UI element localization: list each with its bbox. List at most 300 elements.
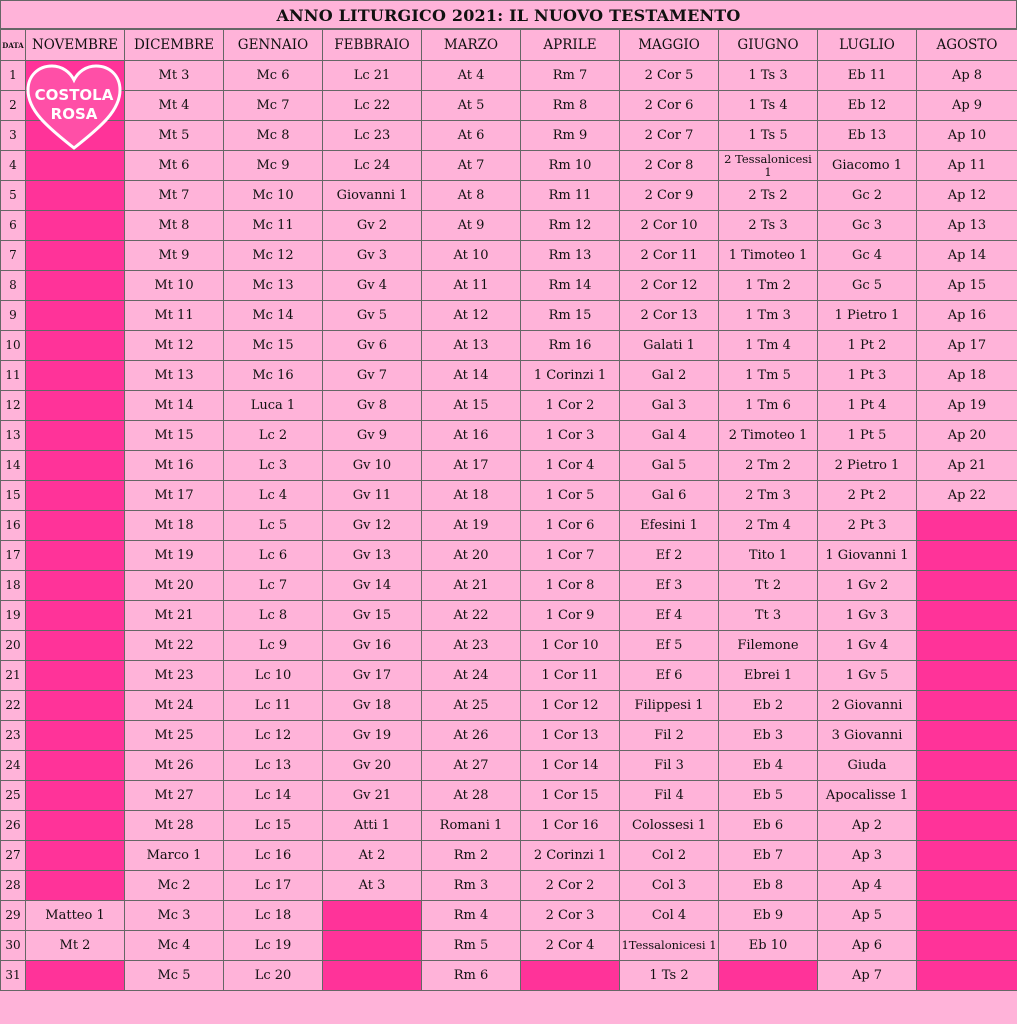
reading-cell: Col 3 [620,871,719,901]
month-header-dicembre: DICEMBRE [125,30,224,61]
reading-cell: At 21 [422,571,521,601]
reading-cell: 1 Corinzi 1 [521,361,620,391]
empty-cell [26,571,125,601]
reading-cell: Gv 20 [323,751,422,781]
day-number: 3 [1,121,26,151]
reading-cell: Lc 3 [224,451,323,481]
empty-cell [26,961,125,991]
reading-cell: 2 Tm 2 [719,451,818,481]
reading-cell: Eb 12 [818,91,917,121]
empty-cell [917,781,1017,811]
day-number: 15 [1,481,26,511]
reading-cell: Mc 8 [224,121,323,151]
reading-cell: Ap 20 [917,421,1017,451]
month-header-novembre: NOVEMBRE [26,30,125,61]
reading-cell: Gv 4 [323,271,422,301]
reading-cell: At 11 [422,271,521,301]
empty-cell [26,181,125,211]
reading-cell: Ap 16 [917,301,1017,331]
reading-cell: At 3 [323,871,422,901]
reading-cell: 1 Cor 16 [521,811,620,841]
reading-cell: Eb 3 [719,721,818,751]
reading-cell: Mc 9 [224,151,323,181]
empty-cell [26,241,125,271]
reading-cell: Mc 11 [224,211,323,241]
reading-cell: 2 Cor 10 [620,211,719,241]
day-number: 12 [1,391,26,421]
empty-cell [26,211,125,241]
empty-cell [917,541,1017,571]
reading-cell: Rm 7 [521,61,620,91]
empty-cell [26,721,125,751]
empty-cell [26,511,125,541]
table-row [1,631,1017,661]
reading-cell: Fil 4 [620,781,719,811]
reading-cell: At 17 [422,451,521,481]
reading-cell: 2 Timoteo 1 [719,421,818,451]
reading-cell: Eb 13 [818,121,917,151]
table-row [1,61,1017,91]
day-number: 31 [1,961,26,991]
reading-cell: Ef 4 [620,601,719,631]
reading-cell: Matteo 1 [26,901,125,931]
day-number: 25 [1,781,26,811]
reading-cell: 2 Tm 4 [719,511,818,541]
reading-cell: 1 Tm 2 [719,271,818,301]
empty-cell [26,781,125,811]
empty-cell [917,841,1017,871]
reading-cell: Gal 4 [620,421,719,451]
reading-cell: Fil 3 [620,751,719,781]
reading-cell: Lc 11 [224,691,323,721]
reading-cell: Lc 15 [224,811,323,841]
reading-cell: Gal 2 [620,361,719,391]
reading-cell: Lc 13 [224,751,323,781]
reading-cell: 1 Cor 13 [521,721,620,751]
reading-cell: 1 Gv 4 [818,631,917,661]
reading-cell: 1 Cor 8 [521,571,620,601]
day-number: 6 [1,211,26,241]
reading-cell: Ap 8 [917,61,1017,91]
empty-cell [917,661,1017,691]
table-row [1,361,1017,391]
table-row [1,901,1017,931]
day-number: 22 [1,691,26,721]
empty-cell [917,961,1017,991]
empty-cell [521,961,620,991]
reading-cell: Mt 6 [125,151,224,181]
empty-cell [26,451,125,481]
reading-cell: Mt 12 [125,331,224,361]
reading-cell: 1 Cor 12 [521,691,620,721]
reading-cell: Galati 1 [620,331,719,361]
empty-cell [323,901,422,931]
reading-cell: Mc 12 [224,241,323,271]
reading-cell: At 18 [422,481,521,511]
reading-cell: Lc 10 [224,661,323,691]
reading-cell: Rm 11 [521,181,620,211]
empty-cell [917,571,1017,601]
table-row [1,571,1017,601]
reading-cell: Lc 19 [224,931,323,961]
table-row [1,751,1017,781]
reading-cell: Mt 18 [125,511,224,541]
reading-cell: Giuda [818,751,917,781]
reading-cell: At 7 [422,151,521,181]
reading-cell: Mc 2 [125,871,224,901]
reading-cell: 1 Tm 5 [719,361,818,391]
month-header-luglio: LUGLIO [818,30,917,61]
reading-cell: 2 Tm 3 [719,481,818,511]
reading-cell: Lc 17 [224,871,323,901]
reading-cell: Gv 7 [323,361,422,391]
reading-cell: Eb 6 [719,811,818,841]
table-row [1,871,1017,901]
empty-cell [917,721,1017,751]
reading-cell: Mc 3 [125,901,224,931]
reading-cell: Rm 16 [521,331,620,361]
reading-cell: Ap 15 [917,271,1017,301]
reading-cell: 2 Pt 3 [818,511,917,541]
page-title: ANNO LITURGICO 2021: IL NUOVO TESTAMENTO [0,0,1017,29]
empty-cell [26,391,125,421]
month-header-febbraio: FEBBRAIO [323,30,422,61]
reading-cell: Lc 5 [224,511,323,541]
day-number: 7 [1,241,26,271]
reading-cell: Mt 28 [125,811,224,841]
day-number: 9 [1,301,26,331]
empty-cell [26,661,125,691]
reading-cell: 2 Cor 6 [620,91,719,121]
reading-cell: Mc 13 [224,271,323,301]
empty-cell [26,871,125,901]
reading-cell: 1 Pt 2 [818,331,917,361]
table-row [1,91,1017,121]
reading-cell: Lc 24 [323,151,422,181]
reading-cell: Col 4 [620,901,719,931]
reading-cell: Mc 6 [224,61,323,91]
day-number: 20 [1,631,26,661]
reading-cell: Efesini 1 [620,511,719,541]
day-number: 14 [1,451,26,481]
table-row [1,841,1017,871]
reading-cell: Mc 16 [224,361,323,391]
reading-cell: Mc 14 [224,301,323,331]
reading-plan-table [0,29,1017,991]
reading-cell: At 6 [422,121,521,151]
reading-cell: 1 Cor 2 [521,391,620,421]
reading-cell: 1 Tm 6 [719,391,818,421]
reading-cell: Giacomo 1 [818,151,917,181]
reading-cell: Mt 19 [125,541,224,571]
reading-cell: Gv 10 [323,451,422,481]
day-number: 28 [1,871,26,901]
reading-cell: Gv 19 [323,721,422,751]
day-number: 4 [1,151,26,181]
reading-cell: Mt 4 [125,91,224,121]
reading-cell: Rm 6 [422,961,521,991]
reading-cell: Rm 8 [521,91,620,121]
empty-cell [26,541,125,571]
reading-cell: Tt 3 [719,601,818,631]
empty-cell [26,601,125,631]
reading-cell: 2 Cor 8 [620,151,719,181]
reading-cell: Ap 4 [818,871,917,901]
empty-cell [26,361,125,391]
day-number: 1 [1,61,26,91]
reading-cell: Mt 9 [125,241,224,271]
reading-cell: At 23 [422,631,521,661]
reading-cell: Lc 8 [224,601,323,631]
reading-cell: Lc 20 [224,961,323,991]
reading-cell: Ap 21 [917,451,1017,481]
reading-cell: Ap 9 [917,91,1017,121]
reading-cell: 2 Pietro 1 [818,451,917,481]
reading-cell: Mt 22 [125,631,224,661]
reading-cell: Col 2 [620,841,719,871]
day-number: 23 [1,721,26,751]
reading-cell: 1 Pt 3 [818,361,917,391]
reading-cell: At 28 [422,781,521,811]
reading-cell: Atti 1 [323,811,422,841]
day-number: 18 [1,571,26,601]
table-row [1,811,1017,841]
date-column-header: DATA [1,30,26,61]
table-row [1,961,1017,991]
reading-cell: Ap 19 [917,391,1017,421]
reading-cell: Gv 14 [323,571,422,601]
reading-cell: 2 Cor 4 [521,931,620,961]
reading-cell: At 2 [323,841,422,871]
reading-cell: 1 Tm 3 [719,301,818,331]
reading-cell: 1 Cor 15 [521,781,620,811]
reading-cell: 2 Giovanni [818,691,917,721]
reading-cell: 1 Cor 9 [521,601,620,631]
reading-cell: Mt 7 [125,181,224,211]
reading-cell: Ap 17 [917,331,1017,361]
reading-cell: Lc 14 [224,781,323,811]
reading-cell: Mc 5 [125,961,224,991]
reading-cell: Rm 10 [521,151,620,181]
day-number: 16 [1,511,26,541]
reading-cell: Ap 11 [917,151,1017,181]
reading-cell: Ap 10 [917,121,1017,151]
day-number: 8 [1,271,26,301]
reading-cell: Mc 15 [224,331,323,361]
reading-cell: 1 Cor 4 [521,451,620,481]
reading-cell: Mt 27 [125,781,224,811]
reading-cell: 1 Pietro 1 [818,301,917,331]
reading-cell: Rm 9 [521,121,620,151]
empty-cell [323,961,422,991]
empty-cell [26,271,125,301]
empty-cell [26,841,125,871]
reading-cell: 1 Cor 7 [521,541,620,571]
reading-cell: 1 Ts 4 [719,91,818,121]
reading-cell: Mt 8 [125,211,224,241]
reading-cell: 2 Cor 7 [620,121,719,151]
empty-cell [26,811,125,841]
reading-cell: Ef 6 [620,661,719,691]
table-header-row [1,30,1017,61]
reading-cell: At 10 [422,241,521,271]
reading-cell: Rm 13 [521,241,620,271]
table-row [1,121,1017,151]
empty-cell [917,871,1017,901]
logo-line-2: ROSA [50,105,98,123]
day-number: 5 [1,181,26,211]
reading-cell: At 26 [422,721,521,751]
reading-cell: Fil 2 [620,721,719,751]
reading-cell: Gv 13 [323,541,422,571]
reading-cell: Lc 9 [224,631,323,661]
reading-cell: 1 Cor 14 [521,751,620,781]
empty-cell [26,631,125,661]
table-row [1,601,1017,631]
reading-cell: Ef 5 [620,631,719,661]
reading-cell: Mt 2 [26,931,125,961]
reading-cell: Eb 7 [719,841,818,871]
reading-cell: Mt 13 [125,361,224,391]
reading-cell: Rm 5 [422,931,521,961]
reading-cell: Ap 3 [818,841,917,871]
reading-cell: 2 Pt 2 [818,481,917,511]
reading-cell: Gc 4 [818,241,917,271]
reading-cell: 1 Gv 2 [818,571,917,601]
day-number: 21 [1,661,26,691]
reading-cell: Gc 3 [818,211,917,241]
reading-cell: At 12 [422,301,521,331]
reading-cell: Mc 10 [224,181,323,211]
table-row [1,211,1017,241]
day-number: 17 [1,541,26,571]
reading-cell: Mc 4 [125,931,224,961]
reading-cell: 2 Ts 3 [719,211,818,241]
reading-cell: Ap 7 [818,961,917,991]
reading-cell: Gal 6 [620,481,719,511]
reading-cell: 1 Ts 5 [719,121,818,151]
reading-cell: Gv 18 [323,691,422,721]
reading-cell: Ap 14 [917,241,1017,271]
reading-cell: Colossesi 1 [620,811,719,841]
table-row [1,451,1017,481]
reading-cell: 2 Cor 2 [521,871,620,901]
empty-cell [719,961,818,991]
reading-cell: Ebrei 1 [719,661,818,691]
reading-cell: Rm 4 [422,901,521,931]
reading-cell: Lc 4 [224,481,323,511]
table-row [1,391,1017,421]
reading-cell: At 4 [422,61,521,91]
reading-cell: Gv 9 [323,421,422,451]
reading-cell: Gv 11 [323,481,422,511]
reading-cell: Lc 21 [323,61,422,91]
table-row [1,541,1017,571]
reading-cell: Mt 24 [125,691,224,721]
reading-cell: Gv 17 [323,661,422,691]
reading-cell: At 19 [422,511,521,541]
reading-cell: Ap 6 [818,931,917,961]
month-header-giugno: GIUGNO [719,30,818,61]
day-number: 29 [1,901,26,931]
reading-cell: Gv 12 [323,511,422,541]
reading-cell: Mt 23 [125,661,224,691]
reading-cell: Gc 5 [818,271,917,301]
empty-cell [26,151,125,181]
reading-cell: 2 Cor 11 [620,241,719,271]
month-header-marzo: MARZO [422,30,521,61]
empty-cell [917,511,1017,541]
table-row [1,511,1017,541]
month-header-agosto: AGOSTO [917,30,1017,61]
reading-cell: Ap 22 [917,481,1017,511]
reading-cell: Lc 7 [224,571,323,601]
day-number: 26 [1,811,26,841]
reading-cell: Rm 2 [422,841,521,871]
table-row [1,331,1017,361]
reading-cell: Rm 15 [521,301,620,331]
reading-cell: Eb 8 [719,871,818,901]
reading-cell: At 13 [422,331,521,361]
reading-cell: Tt 2 [719,571,818,601]
reading-cell: Rm 14 [521,271,620,301]
reading-cell: At 14 [422,361,521,391]
reading-cell: Mc 7 [224,91,323,121]
reading-cell: Ap 13 [917,211,1017,241]
reading-cell: 2 Corinzi 1 [521,841,620,871]
day-number: 27 [1,841,26,871]
reading-cell: Gv 6 [323,331,422,361]
reading-cell: Lc 18 [224,901,323,931]
reading-cell: 1 Cor 5 [521,481,620,511]
reading-cell: Filippesi 1 [620,691,719,721]
reading-cell: Luca 1 [224,391,323,421]
reading-cell: Lc 22 [323,91,422,121]
reading-cell: Mt 17 [125,481,224,511]
day-number: 30 [1,931,26,961]
reading-cell: Eb 9 [719,901,818,931]
reading-cell: 1 Timoteo 1 [719,241,818,271]
reading-cell: Gv 15 [323,601,422,631]
reading-cell: 2 Ts 2 [719,181,818,211]
table-row [1,481,1017,511]
reading-cell: 1 Ts 2 [620,961,719,991]
reading-cell: 2 Cor 13 [620,301,719,331]
day-number: 24 [1,751,26,781]
empty-cell [917,751,1017,781]
reading-cell: Gv 3 [323,241,422,271]
reading-cell: Mt 14 [125,391,224,421]
day-number: 19 [1,601,26,631]
reading-cell: Ap 18 [917,361,1017,391]
table-row [1,781,1017,811]
reading-cell: Gv 8 [323,391,422,421]
day-number: 11 [1,361,26,391]
reading-cell: At 25 [422,691,521,721]
reading-cell: 2 Cor 5 [620,61,719,91]
empty-cell [917,691,1017,721]
reading-cell: Mt 16 [125,451,224,481]
reading-cell: Mt 3 [125,61,224,91]
month-header-maggio: MAGGIO [620,30,719,61]
reading-cell: Giovanni 1 [323,181,422,211]
reading-cell: 1 Gv 3 [818,601,917,631]
reading-cell: At 9 [422,211,521,241]
reading-cell: Rm 3 [422,871,521,901]
reading-cell: Ef 3 [620,571,719,601]
reading-cell: Mt 21 [125,601,224,631]
reading-cell: At 22 [422,601,521,631]
